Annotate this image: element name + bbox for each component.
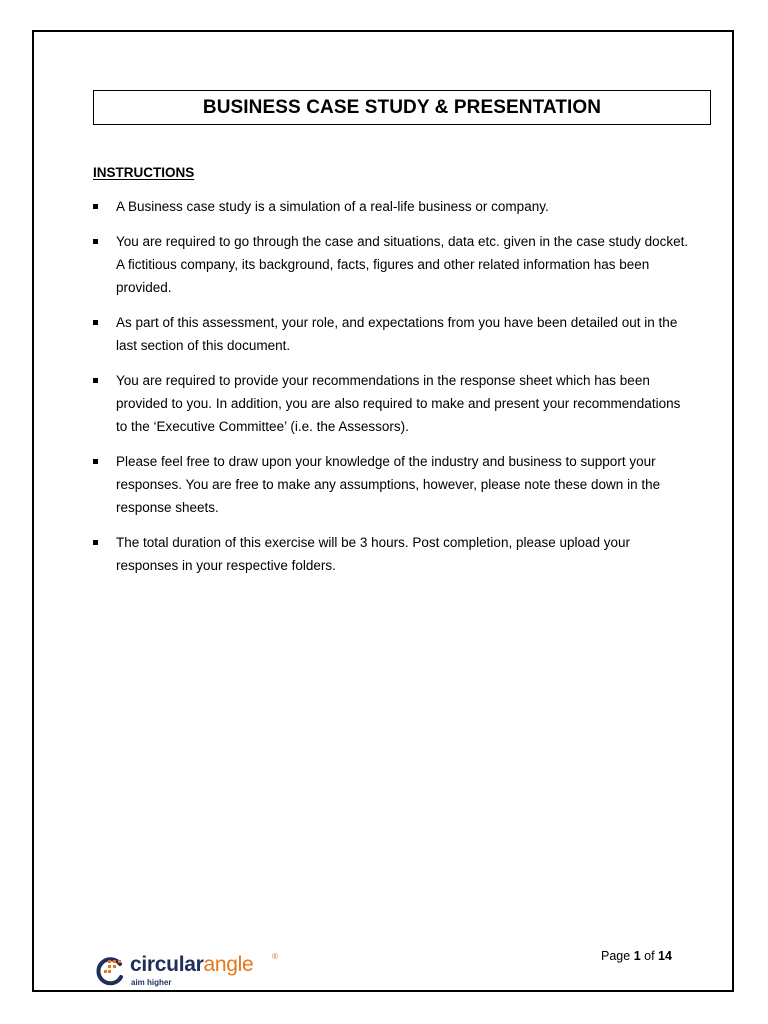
company-logo bbox=[94, 952, 294, 992]
page-current: 1 bbox=[633, 949, 641, 963]
logo-wordmark bbox=[130, 953, 253, 977]
instructions-list bbox=[93, 195, 693, 589]
logo-tagline: aim higher bbox=[131, 978, 172, 987]
list-item-text: You are required to provide your recommendations in the response sheet which has been provided to you. In addition, you are also required to make and present your recommendations to the ‘Executive Committee’ (i.e. the Assessors). bbox=[116, 373, 681, 434]
list-item bbox=[93, 195, 693, 218]
page-of: of bbox=[644, 949, 655, 963]
list-item-text: Please feel free to draw upon your knowledge of the industry and business to support your responses. You are free to make any assumptions, however, please note these down in the response sheets. bbox=[116, 454, 661, 515]
list-item bbox=[93, 450, 693, 519]
list-item bbox=[93, 531, 693, 577]
square-bullet-icon bbox=[93, 204, 98, 209]
circular-angle-logo-icon bbox=[94, 955, 126, 987]
list-item-text: You are required to go through the case and situations, data etc. given in the case study docket. A fictitious company, its background, facts, figures and other related information has been provided. bbox=[116, 234, 689, 295]
list-item bbox=[93, 369, 693, 438]
square-bullet-icon bbox=[93, 239, 98, 244]
page-prefix: Page bbox=[601, 949, 631, 963]
square-bullet-icon bbox=[93, 540, 98, 545]
registered-mark-icon: ® bbox=[272, 952, 278, 961]
section-heading: INSTRUCTIONS bbox=[93, 165, 195, 180]
logo-word-secondary: angle bbox=[203, 953, 254, 976]
list-item bbox=[93, 311, 693, 357]
document-title-text: BUSINESS CASE STUDY & PRESENTATION bbox=[202, 96, 602, 118]
page-number bbox=[601, 949, 672, 963]
list-item-text: A Business case study is a simulation of a real-life business or company. bbox=[116, 199, 549, 214]
square-bullet-icon bbox=[93, 378, 98, 383]
list-item-text: The total duration of this exercise will be 3 hours. Post completion, please upload your responses in your respective folders. bbox=[116, 535, 631, 573]
square-bullet-icon bbox=[93, 459, 98, 464]
list-item bbox=[93, 230, 693, 299]
document-title bbox=[93, 90, 711, 125]
page-total: 14 bbox=[658, 949, 672, 963]
list-item-text: As part of this assessment, your role, and expectations from you have been detailed out in the last section of this document. bbox=[116, 315, 678, 353]
square-bullet-icon bbox=[93, 320, 98, 325]
logo-word-primary: circular bbox=[130, 953, 204, 976]
